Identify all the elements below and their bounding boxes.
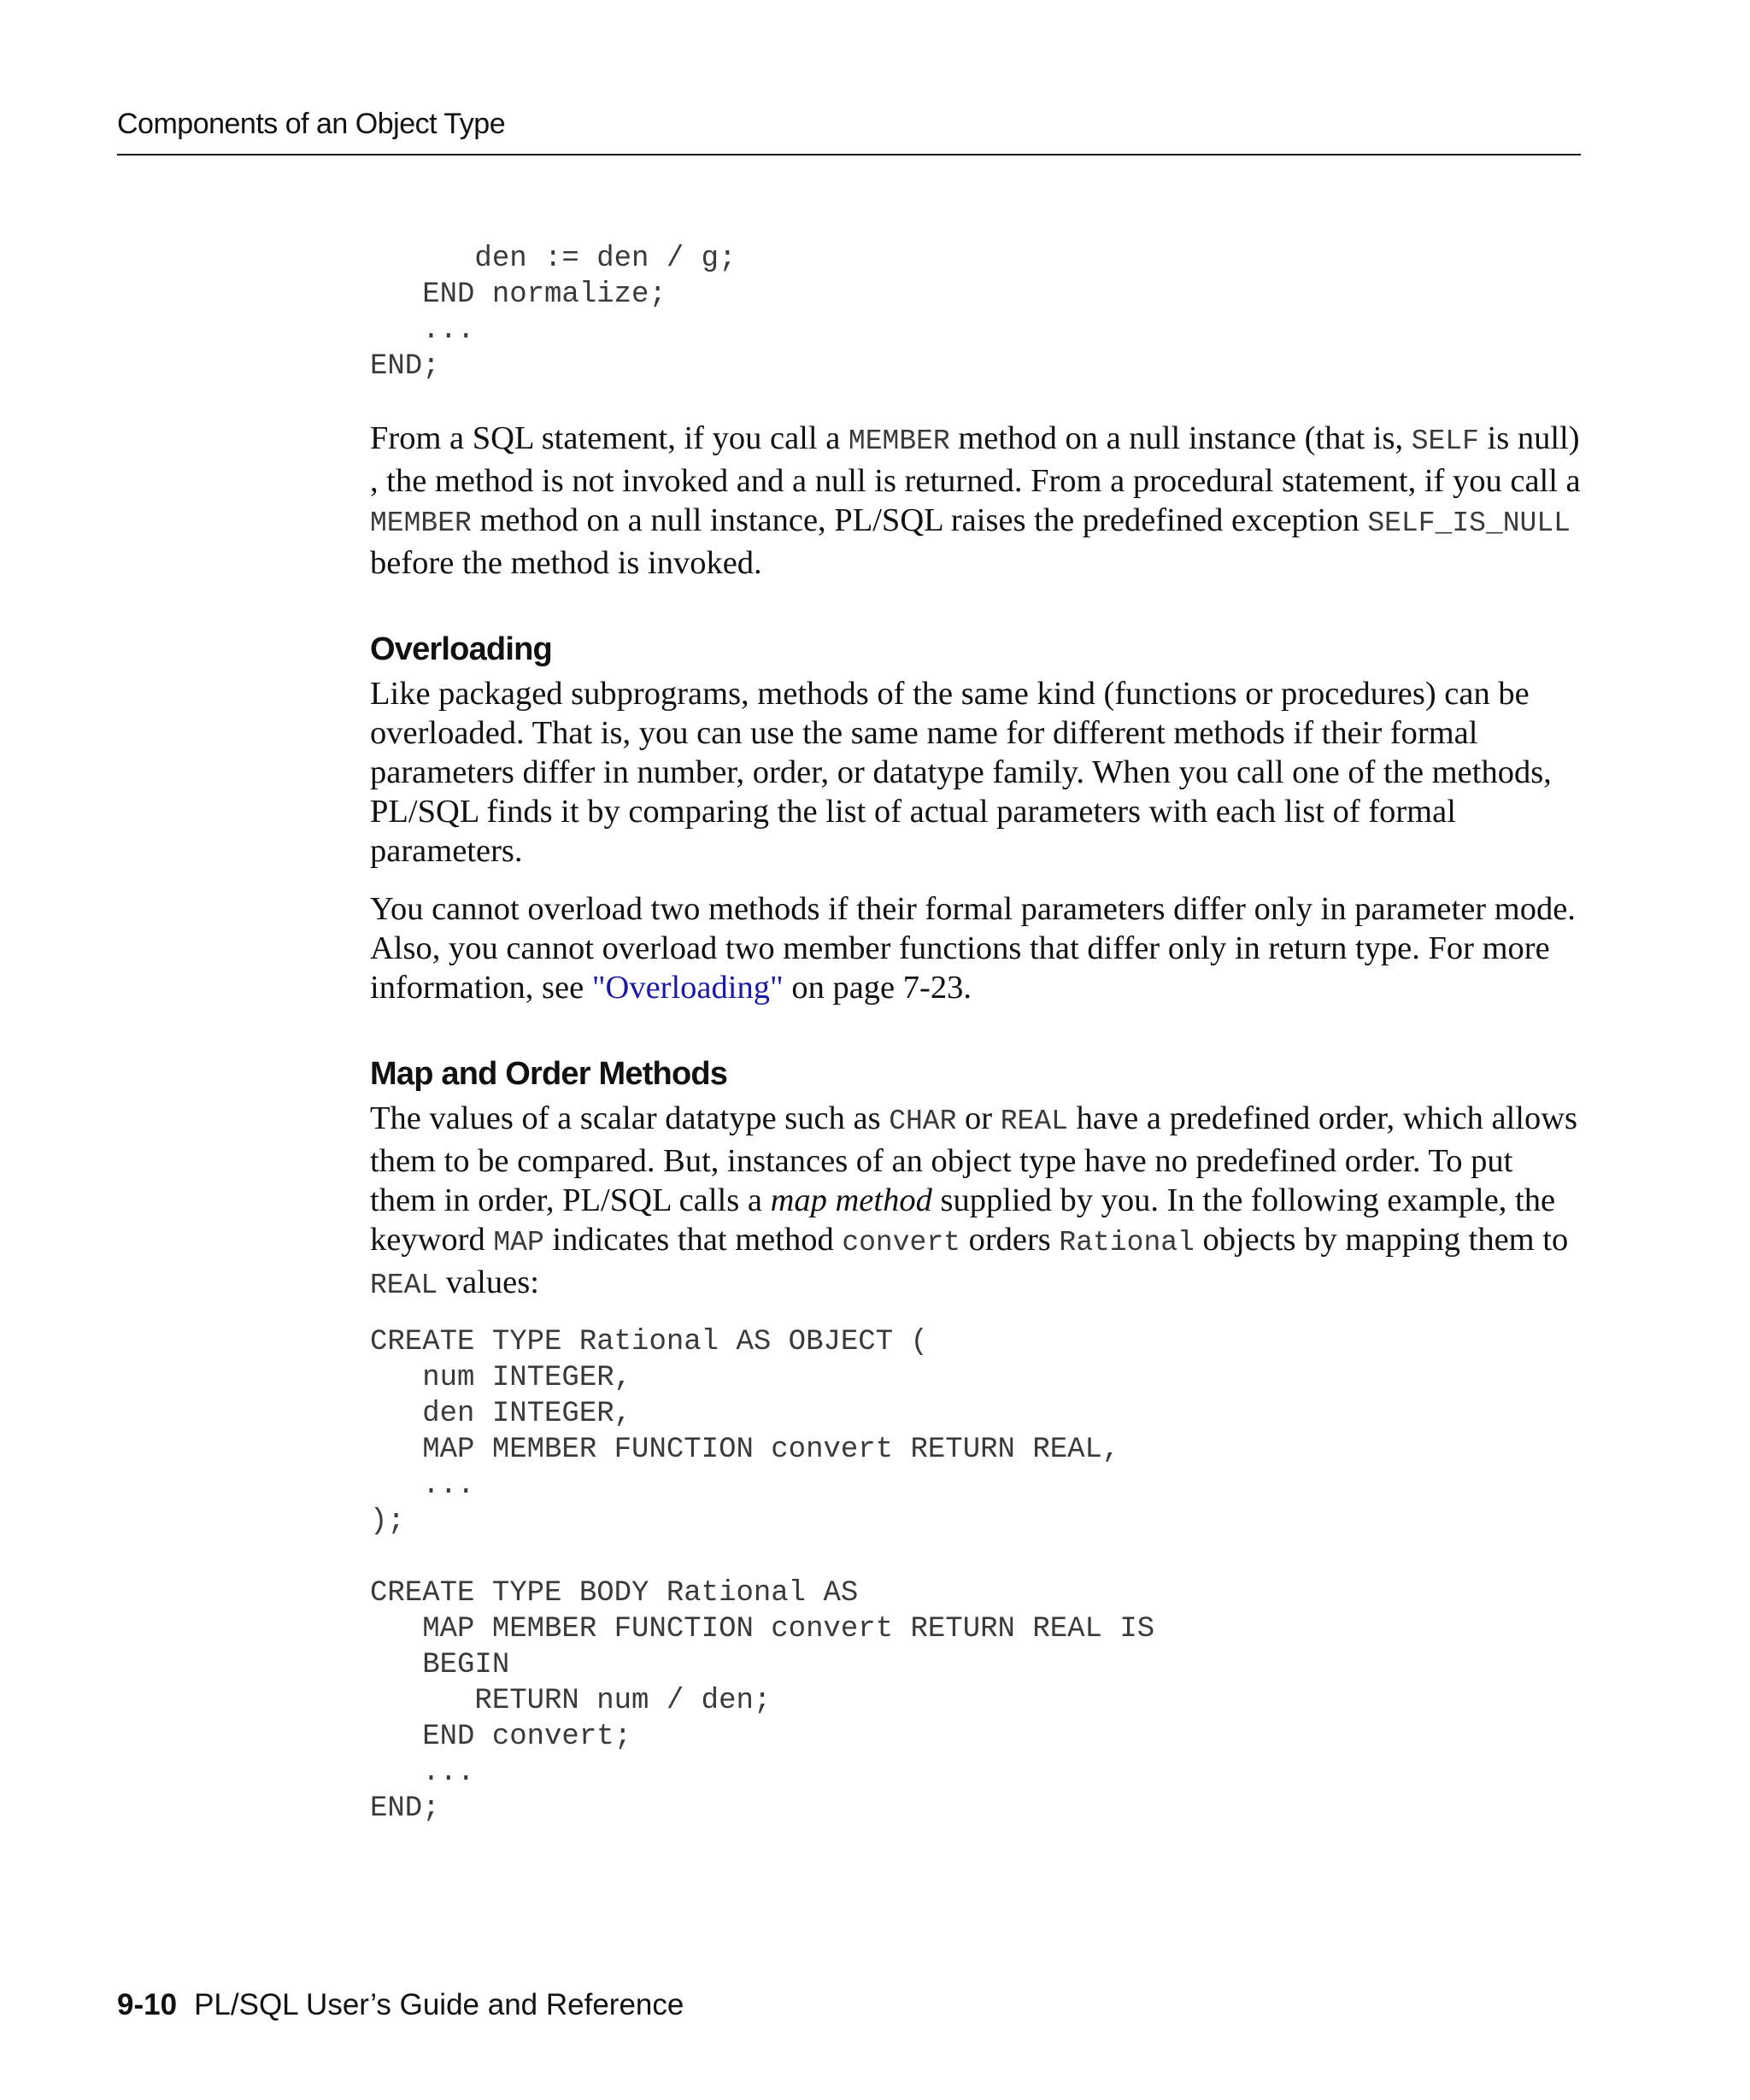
paragraph-map-methods: The values of a scalar datatype such as CHAR or REAL have a predefined order, which allows them to be compared. But, instances of an object type have no predefined order. To put them in order, PL/SQL calls a map method supplied by you. In the following example, the keyword MAP indicates that method convert orders Rational objects by mapping them to REAL values: [370, 1100, 1577, 1301]
running-header-title: Components of an Object Type [117, 108, 506, 140]
inline-code-self-is-null: SELF_IS_NULL [1367, 507, 1571, 539]
page-header [117, 106, 1581, 155]
inline-code-rational: Rational [1059, 1227, 1195, 1258]
inline-code-real: REAL [1000, 1106, 1068, 1137]
paragraph-null-instance: From a SQL statement, if you call a MEMBER method on a null instance (that is, SELF is null) , the method is not invoked and a null is returned. From a procedural statement, if you call a MEMBER method on a null instance, PL/SQL raises the predefined exception SELF_IS_NULL before the method is invoked. [370, 420, 1581, 581]
page-content [370, 241, 1583, 1827]
inline-code-self: SELF [1411, 425, 1479, 457]
heading-overloading: Overloading [370, 631, 552, 667]
inline-code-member: MEMBER [370, 507, 472, 539]
overloading-cross-reference-link[interactable]: "Overloading" [591, 970, 784, 1006]
heading-map-and-order-methods: Map and Order Methods [370, 1056, 728, 1092]
paragraph-overloading-intro: Like packaged subprograms, methods of the same kind (functions or procedures) can be overloaded. That is, you can use the same name for different methods if their formal parameters differ in number, order, or datatype family. When you call one of the methods, PL/SQL finds it by comparing the list of actual parameters with each list of formal parameters. [370, 676, 1552, 869]
book-title: PL/SQL User’s Guide and Reference [194, 1988, 684, 2021]
inline-code-map: MAP [493, 1227, 544, 1258]
code-example-rational-map: CREATE TYPE Rational AS OBJECT ( num INTEGER, den INTEGER, MAP MEMBER FUNCTION convert RETURN REAL, ... ); CREATE TYPE BODY Rational AS MAP MEMBER FUNCTION convert RETURN REAL IS BEGIN RETURN num / den; END convert; ... END; [370, 1326, 1155, 1825]
term-map-method: map method [770, 1182, 932, 1218]
paragraph-overloading-restrictions: You cannot overload two methods if their formal parameters differ only in parameter mode. Also, you cannot overload two member functions that differ only in return type. For more information, see "Overloading" on page 7-23. [370, 891, 1576, 1006]
code-example-normalize-end: den := den / g; END normalize; ... END; [370, 243, 737, 383]
inline-code-member: MEMBER [848, 425, 950, 457]
inline-code-convert: convert [842, 1227, 960, 1258]
page-footer [117, 1987, 684, 2023]
page-number: 9-10 [117, 1988, 178, 2021]
inline-code-real: REAL [370, 1270, 438, 1301]
inline-code-char: CHAR [889, 1106, 957, 1137]
